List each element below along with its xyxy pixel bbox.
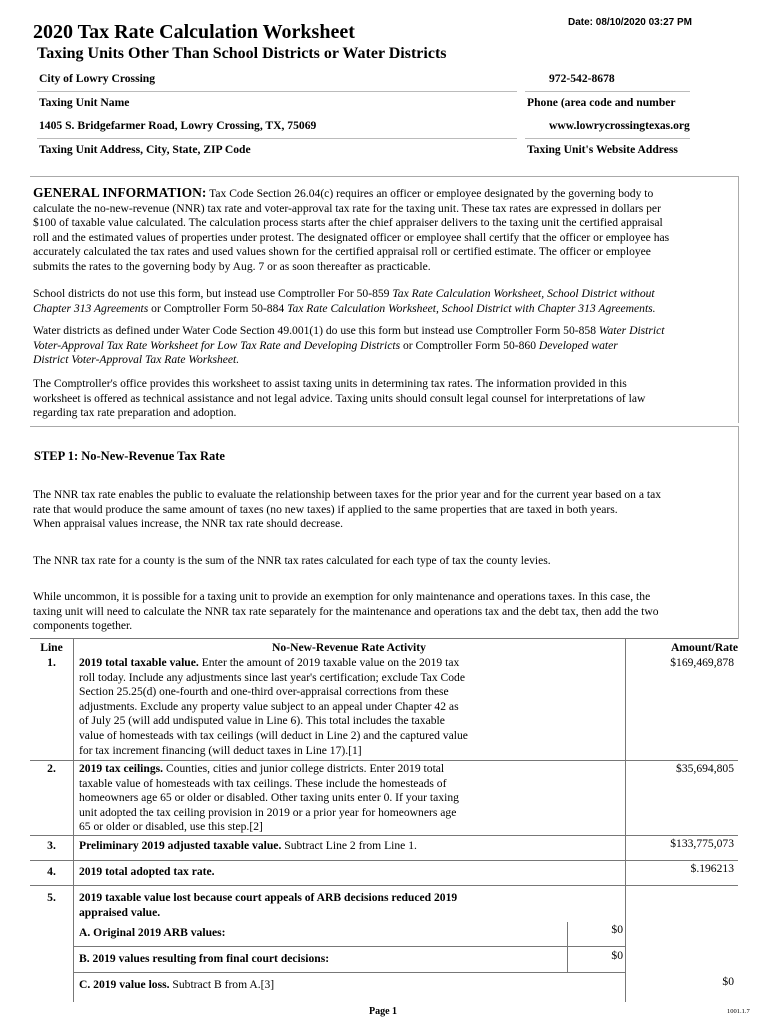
page-subtitle: Taxing Units Other Than School Districts or Water Districts: [37, 45, 447, 62]
taxing-unit-name-value[interactable]: City of Lowry Crossing: [39, 72, 156, 85]
table-row-activity: Preliminary 2019 adjusted taxable value. Subtract Line 2 from Line 1.: [79, 839, 417, 852]
table-row-line-number: 2.: [47, 762, 56, 775]
school-districts-paragraph: School districts do not use this form, but instead use Comptroller For 50-859 Tax Rate Calculation Worksheet, School District without Chapter 313 Agreements or Comptroller Form 50-884 Tax Rate Calculation Worksheet, School District with Chapter 313 Agreements.: [33, 287, 656, 315]
page-number: Page 1: [369, 1006, 398, 1017]
phone-label: Phone (area code and number: [527, 96, 676, 109]
address-field-line: [37, 138, 517, 139]
row5-subitem-c-label: C. 2019 value loss. Subtract B from A.[3]: [79, 978, 275, 991]
comptroller-paragraph: The Comptroller's office provides this worksheet to assist taxing units in determining tax rates. The information provided in this worksheet is offered as technical assistance and not legal advice. Taxing units should consult legal counsel for interpretations of law regarding tax rate preparation and adoption.: [33, 377, 646, 420]
table-row-line-number: 1.: [47, 656, 56, 669]
table-subrow-divider: [73, 946, 625, 947]
table-row-amount[interactable]: $0: [722, 975, 734, 988]
general-information-section: [30, 176, 739, 423]
water-districts-paragraph: Water districts as defined under Water Code Section 49.001(1) do use this form but instead use Comptroller Form 50-858 Water District Voter-Approval Tax Rate Worksheet for Low Tax Rate and Developing Districts or Comptroller Form 50-860 Developed water District Voter-Approval Tax Rate Worksheet.: [33, 324, 665, 367]
step1-county-paragraph: The NNR tax rate for a county is the sum of the NNR tax rates calculated for each type of tax the county levies.: [33, 554, 551, 567]
step1-nnr-paragraph: The NNR tax rate enables the public to evaluate the relationship between taxes for the prior year and for the current year based on a tax rate that would produce the same amount of taxes (no new taxes) if applied to the same properties that are taxed in both years. When appraisal values increase, the NNR tax rate should decrease.: [33, 488, 662, 531]
step1-exemption-paragraph: While uncommon, it is possible for a taxing unit to provide an exemption for only maintenance and operations taxes. In this case, the taxing unit will need to calculate the NNR tax rate separately for the maintenance and operations tax and the debt tax, then add the two components together.: [33, 590, 659, 633]
column-header-amount: Amount/Rate: [671, 641, 738, 654]
row5-subitem-b-label: B. 2019 values resulting from final court decisions:: [79, 952, 330, 965]
row5-subitem-a-value[interactable]: $0: [611, 923, 623, 936]
general-information-heading: GENERAL INFORMATION:: [33, 185, 207, 200]
website-label: Taxing Unit's Website Address: [527, 143, 678, 156]
table-row-line-number: 3.: [47, 839, 56, 852]
table-row-divider: [30, 885, 738, 886]
page-title: 2020 Tax Rate Calculation Worksheet: [33, 21, 355, 43]
table-top-border: [30, 638, 738, 639]
taxing-unit-address-label: Taxing Unit Address, City, State, ZIP Code: [39, 143, 251, 156]
step1-heading: STEP 1: No-New-Revenue Tax Rate: [34, 449, 225, 463]
website-field-line: [525, 138, 690, 139]
table-line-col-divider: [73, 638, 74, 1002]
table-row-amount[interactable]: $.196213: [690, 862, 734, 875]
table-row-activity: 2019 taxable value lost because court appeals of ARB decisions reduced 2019 appraised value.: [79, 891, 458, 919]
table-row-activity: 2019 total taxable value. Enter the amount of 2019 taxable value on the 2019 tax roll today. Include any adjustments since last year's certification; exclude Tax Code Section 25.25(d) one-fourth and one-third over-appraisal corrections from these adjustments. Exclude any property value subject to an appeal under Chapter 42 as of July 25 (will add undisputed value in Line 6). This total includes the taxable value of homesteads with tax ceilings (will deduct in Line 2) and the captured value for tax increment financing (will deduct taxes in Line 17).[1]: [79, 656, 468, 757]
date-stamp: Date: 08/10/2020 03:27 PM: [568, 17, 692, 28]
column-header-activity: No-New-Revenue Rate Activity: [272, 641, 426, 654]
column-header-line: Line: [40, 641, 63, 654]
website-value[interactable]: www.lowrycrossingtexas.org: [549, 119, 690, 132]
general-information-paragraph: GENERAL INFORMATION: Tax Code Section 26.04(c) requires an officer or employee designated by the governing body to calculate the no-new-revenue (NNR) tax rate and voter-approval tax rate for the taxing unit. These tax rates are expressed in dollars per $100 of taxable value calculated. The calculation process starts after the chief appraiser delivers to the taxing unit the certified appraisal roll and the estimated values of properties under protest. The designated officer or employee shall certify that the officer or employee has accurately calculated the tax rates and used values shown for the certified appraisal roll or certified estimate. The officer or employee submits the rates to the governing body by Aug. 7 or as soon thereafter as practicable.: [33, 185, 670, 273]
table-row-divider: [30, 835, 738, 836]
table-subrow-divider: [73, 972, 625, 973]
row5-subitem-b-value[interactable]: $0: [611, 949, 623, 962]
table-row-amount[interactable]: $169,469,878: [670, 656, 734, 669]
table-amount-col-divider: [625, 638, 626, 1002]
table-row-line-number: 4.: [47, 865, 56, 878]
form-code: 1001.1.7: [727, 1008, 750, 1015]
table-row-line-number: 5.: [47, 891, 56, 904]
taxing-unit-address-value[interactable]: 1405 S. Bridgefarmer Road, Lowry Crossing, TX, 75069: [39, 119, 317, 132]
table-row-divider: [30, 760, 738, 761]
row5-subitem-a-label: A. Original 2019 ARB values:: [79, 926, 226, 939]
name-field-line: [37, 91, 517, 92]
table-row-activity: 2019 total adopted tax rate.: [79, 865, 215, 878]
table-subvalue-divider: [567, 922, 568, 972]
step1-section: [30, 426, 739, 639]
taxing-unit-name-label: Taxing Unit Name: [39, 96, 130, 109]
phone-value[interactable]: 972-542-8678: [549, 72, 615, 85]
phone-field-line: [525, 91, 690, 92]
table-row-divider: [30, 860, 738, 861]
table-row-amount[interactable]: $133,775,073: [670, 837, 734, 850]
table-row-activity: 2019 tax ceilings. Counties, cities and junior college districts. Enter 2019 total taxable value of homesteads with tax ceilings. These include the homesteads of homeowners age 65 or older or disabled. Other taxing units enter 0. If your taxing unit adopted the tax ceiling provision in 2019 or a prior year for homeowners age 65 or older or disabled, use this step.[2]: [79, 762, 459, 834]
table-row-amount[interactable]: $35,694,805: [676, 762, 734, 775]
